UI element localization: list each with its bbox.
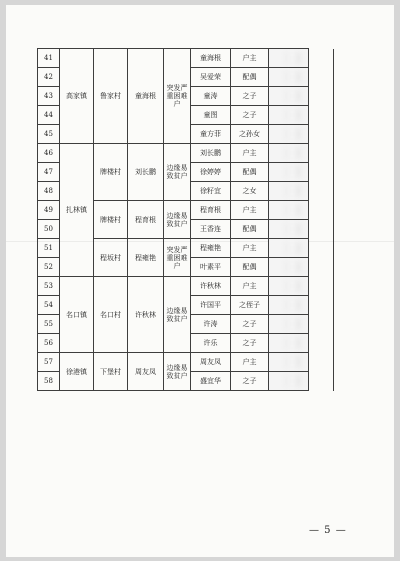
redacted-id-cell — [269, 277, 309, 296]
redacted-id-cell — [269, 163, 309, 182]
blank-cell — [309, 106, 334, 125]
relationship: 户主 — [231, 239, 269, 258]
town-cell: 徐港镇 — [60, 353, 94, 391]
row-number: 57 — [38, 353, 60, 372]
relationship: 户主 — [231, 144, 269, 163]
row-number: 49 — [38, 201, 60, 220]
relationship: 之子 — [231, 334, 269, 353]
village-cell: 牌楼村 — [94, 201, 128, 239]
relationship: 之子 — [231, 315, 269, 334]
category-cell: 突发严重困难户 — [164, 49, 191, 144]
relationship: 户主 — [231, 353, 269, 372]
redacted-id-cell — [269, 87, 309, 106]
redacted-id-cell — [269, 372, 309, 391]
blank-cell — [309, 87, 334, 106]
member-name: 徐婷婷 — [191, 163, 231, 182]
household-roster-table — [37, 48, 334, 391]
relationship: 之子 — [231, 106, 269, 125]
redacted-id-cell — [269, 182, 309, 201]
member-name: 许涛 — [191, 315, 231, 334]
blank-cell — [309, 163, 334, 182]
relationship: 户主 — [231, 277, 269, 296]
town-cell: 名口镇 — [60, 277, 94, 353]
document-page — [6, 5, 394, 557]
village-cell: 牌楼村 — [94, 144, 128, 201]
blank-cell — [309, 239, 334, 258]
page-number: — 5 — — [309, 525, 347, 536]
household-head-cell: 刘长鹏 — [128, 144, 164, 201]
blank-cell — [309, 372, 334, 391]
relationship: 配偶 — [231, 258, 269, 277]
member-name: 程雍艳 — [191, 239, 231, 258]
redacted-id-cell — [269, 353, 309, 372]
blank-cell — [309, 49, 334, 68]
row-number: 47 — [38, 163, 60, 182]
relationship: 之女 — [231, 182, 269, 201]
category-cell: 突发严重困难户 — [164, 239, 191, 277]
redacted-id-cell — [269, 239, 309, 258]
row-number: 42 — [38, 68, 60, 87]
row-number: 51 — [38, 239, 60, 258]
household-head-cell: 童海根 — [128, 49, 164, 144]
member-name: 许秋林 — [191, 277, 231, 296]
row-number: 46 — [38, 144, 60, 163]
redacted-id-cell — [269, 201, 309, 220]
member-name: 程育根 — [191, 201, 231, 220]
household-head-cell: 程雍艳 — [128, 239, 164, 277]
village-cell: 下堡村 — [94, 353, 128, 391]
redacted-id-cell — [269, 334, 309, 353]
category-cell: 边缘易致贫户 — [164, 144, 191, 201]
blank-cell — [309, 144, 334, 163]
redacted-id-cell — [269, 68, 309, 87]
household-head-cell: 程育根 — [128, 201, 164, 239]
row-number: 45 — [38, 125, 60, 144]
relationship: 之侄子 — [231, 296, 269, 315]
relationship: 配偶 — [231, 220, 269, 239]
blank-cell — [309, 220, 334, 239]
household-head-cell: 许秋林 — [128, 277, 164, 353]
member-name: 吴爱荣 — [191, 68, 231, 87]
blank-cell — [309, 258, 334, 277]
row-number: 53 — [38, 277, 60, 296]
redacted-id-cell — [269, 296, 309, 315]
town-cell: 扎林镇 — [60, 144, 94, 277]
row-number: 55 — [38, 315, 60, 334]
member-name: 叶素平 — [191, 258, 231, 277]
member-name: 许乐 — [191, 334, 231, 353]
row-number: 52 — [38, 258, 60, 277]
table-row — [38, 353, 334, 372]
member-name: 童方菲 — [191, 125, 231, 144]
row-number: 48 — [38, 182, 60, 201]
member-name: 盛宜华 — [191, 372, 231, 391]
redacted-id-cell — [269, 220, 309, 239]
redacted-id-cell — [269, 258, 309, 277]
redacted-id-cell — [269, 49, 309, 68]
blank-cell — [309, 201, 334, 220]
relationship: 户主 — [231, 49, 269, 68]
table-row — [38, 277, 334, 296]
row-number: 58 — [38, 372, 60, 391]
member-name: 刘长鹏 — [191, 144, 231, 163]
relationship: 配偶 — [231, 68, 269, 87]
row-number: 43 — [38, 87, 60, 106]
redacted-id-cell — [269, 106, 309, 125]
row-number: 41 — [38, 49, 60, 68]
blank-cell — [309, 68, 334, 87]
blank-cell — [309, 315, 334, 334]
relationship: 配偶 — [231, 163, 269, 182]
blank-cell — [309, 334, 334, 353]
member-name: 童海根 — [191, 49, 231, 68]
member-name: 童图 — [191, 106, 231, 125]
redacted-id-cell — [269, 315, 309, 334]
redacted-id-cell — [269, 125, 309, 144]
town-cell: 高家镇 — [60, 49, 94, 144]
blank-cell — [309, 277, 334, 296]
blank-cell — [309, 296, 334, 315]
table-row — [38, 144, 334, 163]
village-cell: 程坂村 — [94, 239, 128, 277]
redacted-id-cell — [269, 144, 309, 163]
row-number: 44 — [38, 106, 60, 125]
member-name: 王香连 — [191, 220, 231, 239]
row-number: 54 — [38, 296, 60, 315]
member-name: 徐籽宜 — [191, 182, 231, 201]
village-cell: 名口村 — [94, 277, 128, 353]
blank-cell — [309, 182, 334, 201]
member-name: 周友凤 — [191, 353, 231, 372]
blank-cell — [309, 353, 334, 372]
relationship: 之子 — [231, 87, 269, 106]
member-name: 童涛 — [191, 87, 231, 106]
household-head-cell: 周友凤 — [128, 353, 164, 391]
village-cell: 鲁家村 — [94, 49, 128, 144]
category-cell: 边缘易致贫户 — [164, 201, 191, 239]
blank-cell — [309, 125, 334, 144]
relationship: 户主 — [231, 201, 269, 220]
table-row — [38, 49, 334, 68]
category-cell: 边缘易致贫户 — [164, 277, 191, 353]
category-cell: 边缘易致贫户 — [164, 353, 191, 391]
row-number: 56 — [38, 334, 60, 353]
relationship: 之孙女 — [231, 125, 269, 144]
relationship: 之子 — [231, 372, 269, 391]
row-number: 50 — [38, 220, 60, 239]
member-name: 许国平 — [191, 296, 231, 315]
